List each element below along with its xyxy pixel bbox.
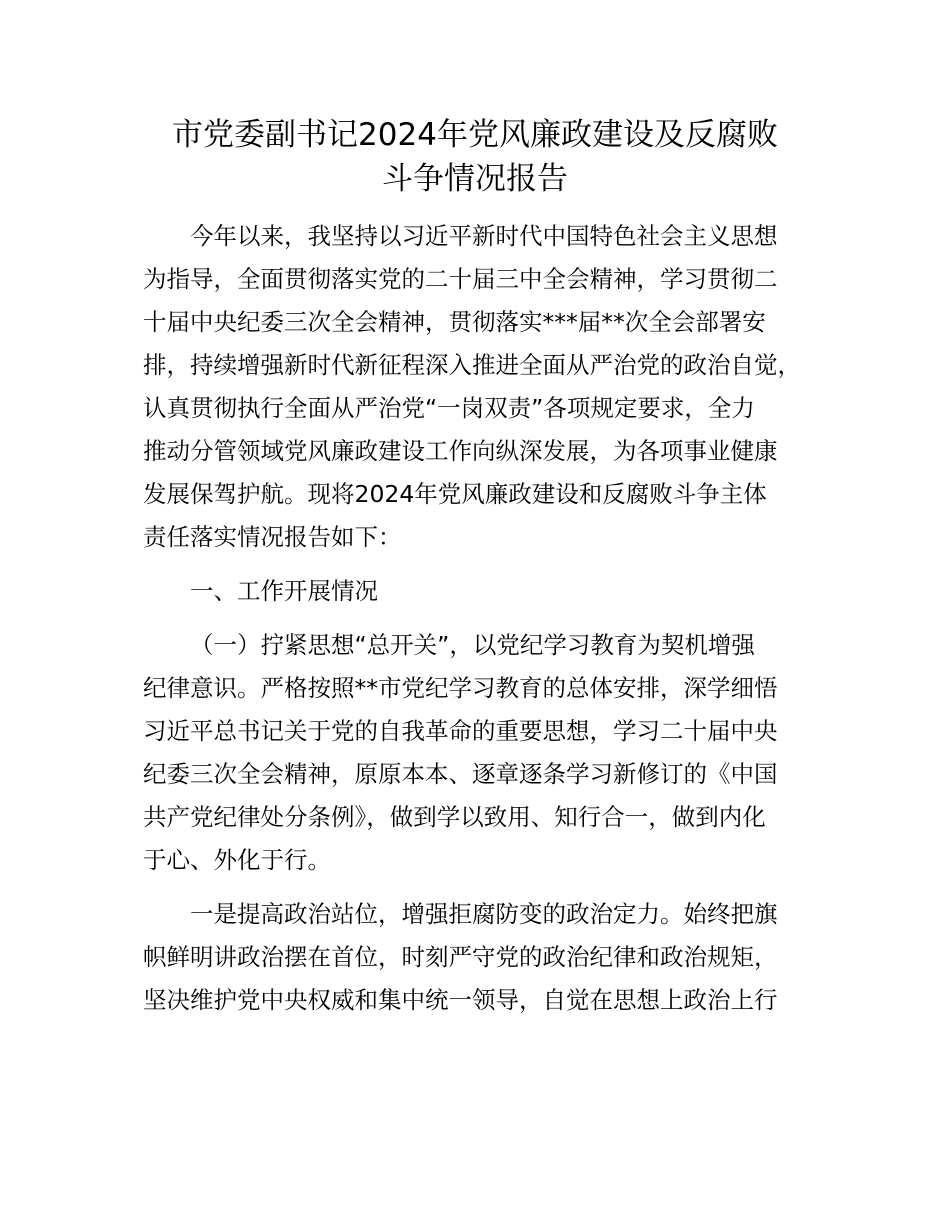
subsection-heading: （一）拧紧思想“总开关”，以党纪学习教育为契机增强 bbox=[190, 631, 755, 659]
section-heading: 一、工作开展情况 bbox=[190, 577, 378, 605]
body-line: 推动分管领域党风廉政建设工作向纵深发展，为各项事业健康 bbox=[143, 437, 778, 465]
body-line: 发展保驾护航。现将2024年党风廉政建设和反腐败斗争主体 bbox=[143, 480, 767, 508]
body-line: 十届中央纪委三次全会精神，贯彻落实***届**次全会部署安 bbox=[143, 308, 766, 336]
body-line: 纪委三次全会精神，原原本本、逐章逐条学习新修订的《中国 bbox=[143, 760, 778, 788]
document-title-line-2: 斗争情况报告 bbox=[382, 161, 568, 197]
body-line: 习近平总书记关于党的自我革命的重要思想，学习二十届中央 bbox=[143, 717, 778, 745]
body-line: 责任落实情况报告如下： bbox=[143, 523, 402, 551]
body-line: 今年以来，我坚持以习近平新时代中国特色社会主义思想 bbox=[190, 222, 778, 250]
body-line: 于心、外化于行。 bbox=[143, 846, 331, 874]
document-title-line-1: 市党委副书记2024年党风廉政建设及反腐败 bbox=[172, 117, 778, 153]
body-line: 排，持续增强新时代新征程深入推进全面从严治党的政治自觉， bbox=[143, 351, 801, 379]
body-line: 纪律意识。严格按照**市党纪学习教育的总体安排，深学细悟 bbox=[143, 674, 778, 702]
body-line: 为指导，全面贯彻落实党的二十届三中全会精神，学习贯彻二 bbox=[143, 265, 778, 293]
body-line: 一是提高政治站位，增强拒腐防变的政治定力。始终把旗 bbox=[190, 900, 778, 928]
body-line: 坚决维护党中央权威和集中统一领导，自觉在思想上政治上行 bbox=[143, 986, 778, 1014]
body-line: 共产党纪律处分条例》，做到学以致用、知行合一，做到内化 bbox=[143, 803, 766, 831]
body-line: 认真贯彻执行全面从严治党“一岗双责”各项规定要求，全力 bbox=[143, 394, 755, 422]
body-line: 帜鲜明讲政治摆在首位，时刻严守党的政治纪律和政治规矩， bbox=[143, 943, 778, 971]
